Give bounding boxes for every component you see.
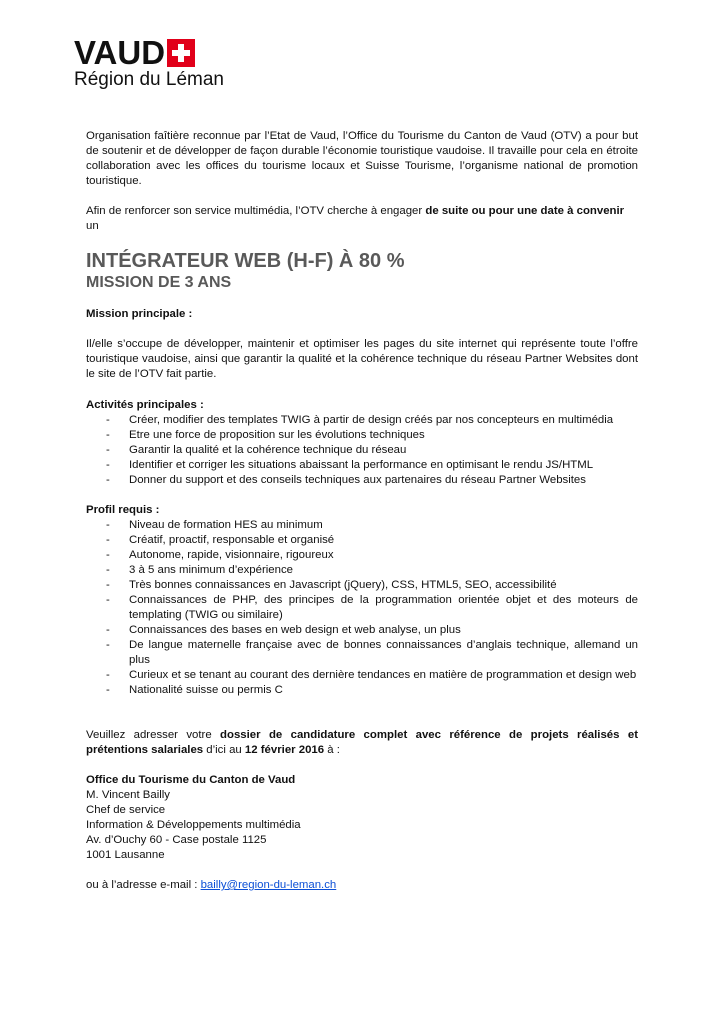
- address-block: [86, 773, 638, 863]
- list-item: - Donner du support et des conseils techniques aux partenaires du réseau Partner Websites: [106, 474, 586, 486]
- logo-region-text: Région du Léman: [74, 69, 224, 90]
- job-subtitle: MISSION DE 3 ANS: [86, 274, 232, 291]
- address-role: Chef de service: [86, 804, 166, 816]
- seeking-end: un: [86, 220, 99, 232]
- profile-list: [86, 518, 638, 698]
- mission-heading: Mission principale :: [86, 308, 193, 320]
- address-dept: Information & Développements multimédia: [86, 819, 301, 831]
- list-item: - Très bonnes connaissances en Javascript (jQuery), CSS, HTML5, SEO, accessibilité: [106, 579, 557, 591]
- address-person: M. Vincent Bailly: [86, 789, 170, 801]
- seeking-bold: de suite ou pour une date à convenir: [425, 205, 625, 217]
- swiss-cross-icon: [167, 39, 195, 67]
- address-city: 1001 Lausanne: [86, 849, 165, 861]
- list-item: - Identifier et corriger les situations abaissant la performance en optimisant le rendu JS/HTML: [106, 459, 594, 471]
- list-item: - Connaissances des bases en web design et web analyse, un plus: [106, 624, 461, 636]
- logo-vaud-text: VAUD: [74, 34, 166, 71]
- logo-top: [74, 36, 224, 69]
- list-item: - Nationalité suisse ou permis C: [106, 684, 283, 696]
- seeking-text: Afin de renforcer son service multimédia, l’OTV cherche à engager: [86, 205, 426, 217]
- activities-list: [86, 413, 638, 488]
- address-street: Av. d’Ouchy 60 - Case postale 1125: [86, 834, 267, 846]
- list-item: - Autonome, rapide, visionnaire, rigoureux: [106, 549, 334, 561]
- apply-paragraph: Veuillez adresser votre dossier de candidature complet avec référence de projets réalisés et prétentions salariales d’ici au 12 février 2016 à :: [86, 729, 638, 756]
- vaud-logo: [74, 36, 224, 91]
- email-paragraph: [86, 878, 638, 893]
- email-prefix: ou à l’adresse e-mail :: [86, 879, 201, 891]
- intro-paragraph: Organisation faîtière reconnue par l’Etat de Vaud, l’Office du Tourisme du Canton de Vaud (OTV) a pour but de soutenir et de développer de façon durable l’économie touristique vaudoise. Il travaille pour cela en étroite collaboration avec les offices du tourisme locaux et Suisse Tourisme, l’organisme national de promotion touristique.: [86, 130, 638, 187]
- list-item: - De langue maternelle française avec de bonnes connaissances d’anglais technique, allemand un plus: [106, 639, 638, 666]
- list-item: - Curieux et se tenant au courant des dernière tendances en matière de programmation et design web: [106, 669, 637, 681]
- list-item: - Niveau de formation HES au minimum: [106, 519, 323, 531]
- list-item: - Connaissances de PHP, des principes de la programmation orientée objet et des moteurs de templating (TWIG ou similaire): [106, 594, 638, 621]
- job-title: INTÉGRATEUR WEB (H-F) À 80 %: [86, 250, 405, 272]
- mission-text: Il/elle s’occupe de développer, maintenir et optimiser les pages du site internet qui représente toute l’offre touristique vaudoise, ainsi que garantir la qualité et la cohérence technique du réseau Partner Websites dont le site de l’OTV fait partie.: [86, 338, 638, 380]
- email-link[interactable]: bailly@region-du-leman.ch: [200, 879, 337, 891]
- profile-heading: Profil requis :: [86, 504, 160, 516]
- document-body: [86, 129, 638, 893]
- list-item: - 3 à 5 ans minimum d’expérience: [106, 564, 293, 576]
- list-item: - Créatif, proactif, responsable et organisé: [106, 534, 335, 546]
- address-org: Office du Tourisme du Canton de Vaud: [86, 774, 296, 786]
- seeking-paragraph: [86, 204, 638, 234]
- list-item: - Etre une force de proposition sur les évolutions techniques: [106, 429, 425, 441]
- list-item: - Créer, modifier des templates TWIG à partir de design créés par nos concepteurs en multimédia: [106, 414, 614, 426]
- list-item: - Garantir la qualité et la cohérence technique du réseau: [106, 444, 407, 456]
- activities-heading: Activités principales :: [86, 399, 204, 411]
